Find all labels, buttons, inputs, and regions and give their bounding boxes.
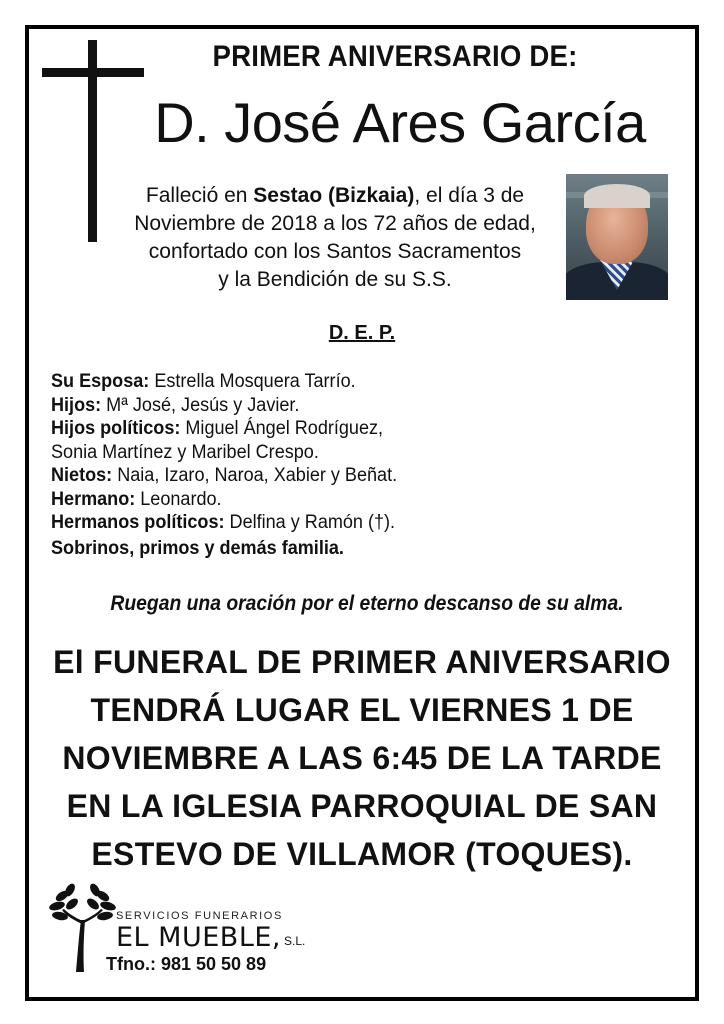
anniversary-heading: PRIMER ANIVERSARIO DE: [212, 40, 578, 73]
dep-label: D. E. P. [328, 322, 396, 344]
bio-line-4: y la Bendición de su S.S. [218, 268, 452, 291]
family-label: Su Esposa: [51, 371, 150, 392]
family-line [51, 394, 640, 418]
bio-place: Sestao (Bizkaia) [253, 184, 415, 207]
logo-subtitle: SERVICIOS FUNERARIOS [116, 910, 283, 922]
family-closing: Sobrinos, primos y demás familia. [51, 537, 344, 559]
family-line [51, 511, 640, 535]
funeral-announcement [20, 638, 704, 878]
bio-line-1 [110, 182, 560, 210]
deceased-photo [566, 174, 668, 300]
prayer-text: Ruegan una oración por el eterno descanso de su alma. [110, 592, 624, 615]
family-list [51, 370, 640, 560]
bio-line-3: confortado con los Santos Sacramentos [148, 240, 522, 263]
deceased-name: D. José Ares García [154, 91, 646, 154]
cross-icon-horizontal [42, 68, 144, 77]
family-label: Hijos: [51, 394, 102, 416]
family-label: Hermano: [51, 488, 136, 510]
funeral-line: El FUNERAL DE PRIMER ANIVERSARIO [53, 644, 671, 680]
family-label: Hijos políticos: [51, 418, 181, 439]
logo-phone: Tfno.: 981 50 50 89 [106, 954, 267, 974]
family-line [51, 464, 640, 488]
family-value: Estrella Mosquera Tarrío. [149, 371, 356, 392]
family-value: Sonia Martínez y Maribel Crespo. [51, 441, 319, 463]
bio-line-2: Noviembre de 2018 a los 72 años de edad, [134, 212, 536, 235]
logo-name: EL MUEBLE, [116, 922, 282, 953]
funeral-line: EN LA IGLESIA PARROQUIAL DE SAN [66, 788, 658, 824]
family-value: Leonardo. [135, 488, 222, 510]
bio-text: , el día 3 de [414, 184, 525, 207]
family-line [51, 488, 640, 512]
death-details [110, 182, 560, 294]
family-line [51, 417, 640, 441]
family-value: Delfina y Ramón (†). [224, 512, 396, 533]
family-value: Naia, Izaro, Naroa, Xabier y Beñat. [112, 465, 398, 486]
funeral-line: NOVIEMBRE A LAS 6:45 DE LA TARDE [62, 740, 662, 776]
funeral-line: TENDRÁ LUGAR EL VIERNES 1 DE [90, 692, 634, 728]
family-value: Miguel Ángel Rodríguez, [180, 418, 384, 439]
family-line [51, 441, 640, 465]
bio-text: Falleció en [145, 184, 254, 207]
family-value: Mª José, Jesús y Javier. [101, 394, 300, 416]
logo-suffix: S.L. [284, 934, 306, 948]
funeral-line: ESTEVO DE VILLAMOR (TOQUES). [91, 836, 633, 872]
family-label: Hermanos políticos: [51, 512, 225, 533]
funeral-home-logo [48, 880, 348, 980]
family-line [51, 370, 640, 394]
family-label: Nietos: [51, 465, 113, 486]
